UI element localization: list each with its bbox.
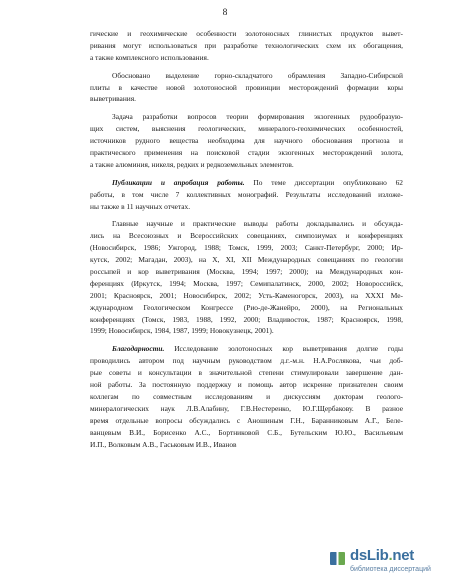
text-line-rest: По теме диссертации опубликовано 62 <box>244 177 403 187</box>
text-line: Главные научные и практические выводы работы докладывались и обсужда- <box>112 219 403 229</box>
text-line: ференциях (Иркутск, 1994; Москва, 1997; Семипалатинск, 2000, 2002; Новороссийск, <box>90 278 403 288</box>
section-lead: Публикации и апробация работы. <box>112 177 245 187</box>
text-line: а также алюминия, никеля, редких и редкоземельных элементов. <box>90 159 294 169</box>
text-line: россыпей и кор выветривания (Москва, 1994; 1997; 2000); на Международных кон- <box>90 267 403 277</box>
text-line: плиты в качестве новой золотоносной провинции месторождений формации коры <box>90 82 403 92</box>
text-line: лись на Всесоюзных и Всероссийских совещаниях, симпозиумах и конференциях <box>90 231 403 241</box>
text-line: а также комплексного использования. <box>90 52 209 62</box>
text-line <box>90 343 403 355</box>
watermark <box>328 547 444 577</box>
text-line: ждународном Геологическом Конгрессе (Рио-де-Жанейро, 2000), на Региональных <box>90 302 403 312</box>
text-line: гические и геохимические особенности золотоносных глинистых продуктов вывет- <box>90 29 403 38</box>
book-icon <box>328 549 348 569</box>
text-line: ванцевым В.И., Борисенко А.С., Бортниковой С.Б., Бутельским Ю.Ю., Васильевым <box>90 427 403 437</box>
text-line: Обосновано выделение горно-складчатого обрамления Западно-Сибирской <box>112 70 403 80</box>
text-line: время отдельные вопросы обсуждались с Аношиным Г.Н., Баранниковым А.Г., Беле- <box>90 415 403 425</box>
text-line: (Новосибирск, 1986; Ужгород, 1988; Томск, 1999, 2003; Санкт-Петербург, 2000; Ир- <box>90 243 403 253</box>
text-line: ривания могут использоваться при разработке технологических схем их обогащения, <box>90 40 403 50</box>
text-line: 2001; Красноярск, 2001; Новосибирск, 2002; Усть-Каменогорск, 2003), на XXXI Ме- <box>90 290 403 300</box>
text-line <box>90 177 403 189</box>
text-line: щих систем, выяснения геологических, минералого-геохимических особенностей, <box>90 124 403 134</box>
text-line: рые советы и консультации в значительной степени стимулировали завершение дан- <box>90 368 403 378</box>
text-line: конференциях (Томск, 1983, 1988, 1992, 2000; Владивосток, 1987; Красноярск, 1998, <box>90 314 403 324</box>
body-text <box>90 28 403 450</box>
text-line: практического применения на поисковой стадии экзогенных месторождений золота, <box>90 148 403 158</box>
text-line: выветривания. <box>90 94 136 104</box>
text-line: кутск, 2002; Магадан, 2003), на X, XI, XII Международных совещаниях по геологии <box>90 255 403 265</box>
text-line: коллегам по совместным исследованиям и дискуссиям докторам геолого- <box>90 391 403 401</box>
watermark-brand: dsLib.net <box>350 547 414 564</box>
text-line: ной работы. За постоянную поддержку и помощь автор искренне признателен своим <box>90 380 403 390</box>
text-line: 1999; Новосибирск, 1984, 1987, 1999; Новокузнецк, 2001). <box>90 326 274 336</box>
page-number: 8 <box>222 8 228 18</box>
text-line: работы, в том числе 7 коллективных монографий. Результаты исследований изложе- <box>90 189 403 199</box>
text-line: И.П., Волковым А.В., Гаськовым И.В., Иванов <box>90 439 237 449</box>
text-line: ны также в 11 научных отчетах. <box>90 201 191 211</box>
watermark-subtitle: библиотека диссертаций <box>350 566 431 573</box>
section-lead: Благодарности. <box>112 344 165 354</box>
text-line: проводились автором под научным руководством д.г.-м.н. Н.А.Рослякова, чьи доб- <box>90 356 403 366</box>
text-line-rest: Исследование золотоносных кор выветривания долгие годы <box>164 344 403 354</box>
text-line: минералогических наук Л.В.Алабину, Г.В.Нестеренко, Ю.Г.Щербакову. В разное <box>90 403 403 413</box>
text-line: Задача разработки вопросов теории формирования экзогенных рудообразую- <box>112 112 403 122</box>
text-line: источников рудного вещества необходима для научного обоснования прогноза и <box>90 136 403 146</box>
